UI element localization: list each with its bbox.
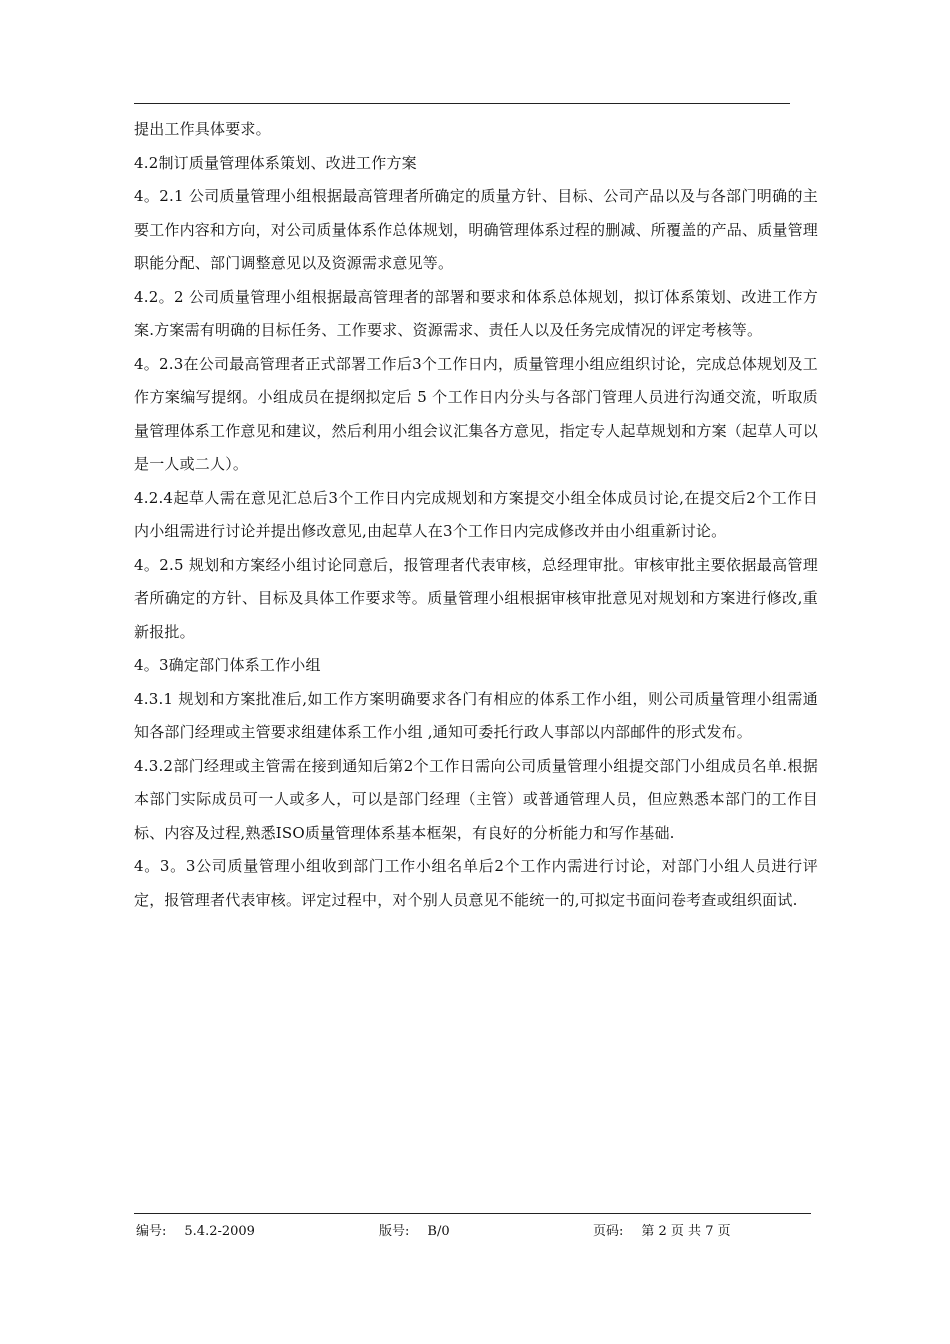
section-heading: 4。3确定部门体系工作小组 xyxy=(134,656,321,674)
paragraph: 4.2.4起草人需在意见汇总后3个工作日内完成规划和方案提交小组全体成员讨论,在提交后2个工作日内小组需进行讨论并提出修改意见,由起草人在3个工作日内完成修改并由小组重新讨论。 xyxy=(134,488,818,540)
page-number xyxy=(593,1220,731,1239)
paragraph: 4。3。3公司质量管理小组收到部门工作小组名单后2个工作内需进行讨论，对部门小组人员进行评定，报管理者代表审核。评定过程中，对个别人员意见不能统一的,可拟定书面问卷考查或组织面试. xyxy=(134,857,818,909)
version-value: B/0 xyxy=(427,1224,450,1239)
footer-rule xyxy=(134,1213,811,1214)
section-heading: 4.2制订质量管理体系策划、改进工作方案 xyxy=(134,153,417,172)
header-rule xyxy=(134,103,790,104)
paragraph: 4.3.2部门经理或主管需在接到通知后第2个工作日需向公司质量管理小组提交部门小组成员名单.根据本部门实际成员可一人或多人，可以是部门经理（主管）或普通管理人员，但应熟悉本部门的工作目标、内容及过程,熟悉ISO质量管理体系基本框架，有良好的分析能力和写作基础. xyxy=(134,756,818,842)
document-body xyxy=(134,113,818,917)
version-label: 版号: xyxy=(379,1224,410,1239)
page-footer xyxy=(0,1220,950,1240)
document-number-value: 5.4.2-2009 xyxy=(184,1224,255,1239)
document-number xyxy=(136,1220,255,1239)
paragraph: 4。2.3在公司最高管理者正式部署工作后3个工作日内，质量管理小组应组织讨论，完成总体规划及工作方案编写提纲。小组成员在提纲拟定后 5 个工作日内分头与各部门管理人员进行沟通交流，听取质量管理体系工作意见和建议，然后利用小组会议汇集各方意见，指定专人起草规划和方案（起草人可以是一人或二人）。 xyxy=(134,354,819,473)
page-number-label: 页码: xyxy=(593,1224,624,1239)
paragraph: 4。2.5 规划和方案经小组讨论同意后，报管理者代表审核，总经理审批。审核审批主要依据最高管理者所确定的方针、目标及具体工作要求等。质量管理小组根据审核审批意见对规划和方案进行修改,重新报批。 xyxy=(134,555,818,641)
paragraph: 4。2.1 公司质量管理小组根据最高管理者所确定的质量方针、目标、公司产品以及与各部门明确的主要工作内容和方向，对公司质量体系作总体规划，明确管理体系过程的删减、所覆盖的产品、质量管理职能分配、部门调整意见以及资源需求意见等。 xyxy=(134,187,819,272)
paragraph: 4.2。2 公司质量管理小组根据最高管理者的部署和要求和体系总体规划，拟订体系策划、改进工作方案.方案需有明确的目标任务、工作要求、资源需求、责任人以及任务完成情况的评定考核等。 xyxy=(134,287,818,339)
version xyxy=(379,1220,450,1239)
paragraph: 提出工作具体要求。 xyxy=(134,120,271,138)
paragraph: 4.3.1 规划和方案批准后,如工作方案明确要求各门有相应的体系工作小组，则公司质量管理小组需通知各部门经理或主管要求组建体系工作小组 ,通知可委托行政人事部以内部邮件的形式发布。 xyxy=(134,689,818,741)
page-number-value: 第 2 页 共 7 页 xyxy=(641,1224,731,1239)
document-number-label: 编号: xyxy=(136,1224,167,1239)
